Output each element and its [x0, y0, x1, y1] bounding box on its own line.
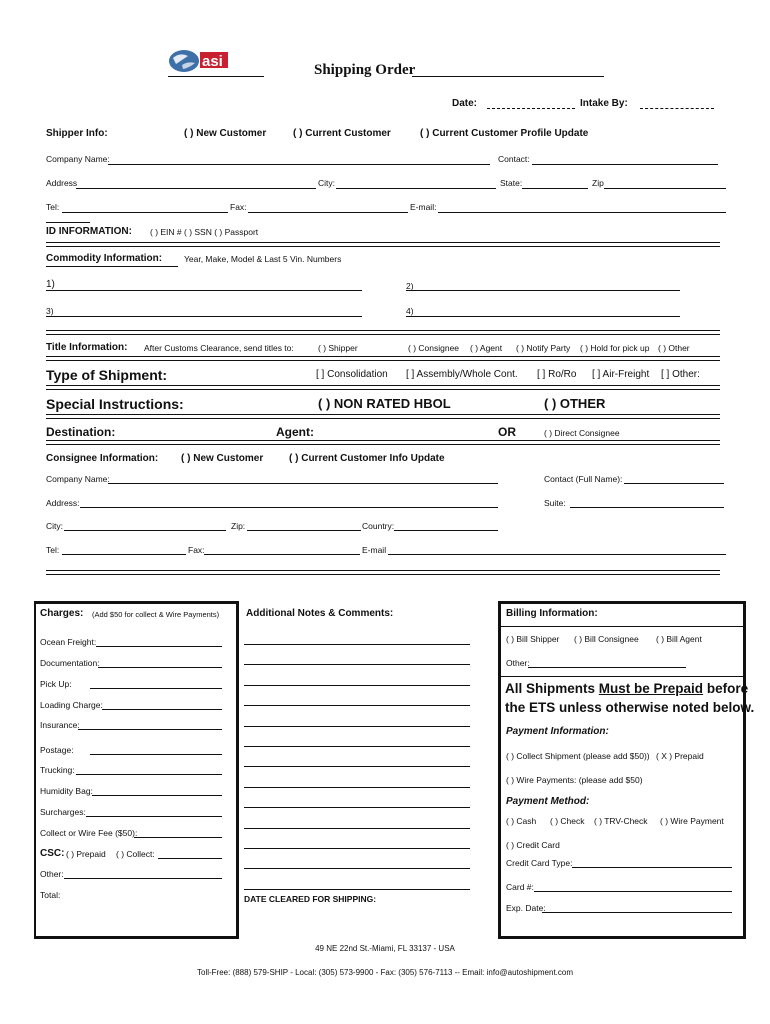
consignee-zip-field[interactable] — [247, 530, 361, 531]
vehicle-1-field[interactable] — [46, 290, 362, 291]
consignee-tel-label: Tel: — [46, 545, 60, 555]
charge-ocean-freight-field[interactable] — [96, 646, 222, 647]
vehicle-4-field[interactable] — [406, 316, 680, 317]
notes-line[interactable] — [244, 705, 470, 706]
shipper-address-field[interactable] — [76, 188, 316, 189]
assembly-option[interactable]: [ ] Assembly/Whole Cont. — [406, 369, 518, 380]
divider — [46, 330, 720, 335]
title-notify-party-option[interactable]: ( ) Notify Party — [516, 343, 571, 353]
notes-line[interactable] — [244, 889, 470, 890]
charges-label: Charges: — [40, 608, 84, 619]
charge-postage-field[interactable] — [90, 754, 222, 755]
billing-panel — [498, 601, 749, 939]
vehicle-3-label: 3) — [46, 306, 54, 316]
shipper-profile-update-option[interactable]: ( ) Current Customer Profile Update — [420, 128, 589, 139]
divider — [46, 414, 720, 419]
roro-option[interactable]: [ ] Ro/Ro — [537, 369, 577, 380]
intake-field[interactable] — [640, 108, 714, 109]
destination-label: Destination: — [46, 425, 116, 439]
credit-card-type-field[interactable] — [572, 867, 732, 868]
notes-line[interactable] — [244, 807, 470, 808]
charge-postage-label: Postage: — [40, 745, 74, 755]
divider — [46, 440, 720, 445]
charge-csc-label: CSC: — [40, 848, 65, 859]
charge-trucking-field[interactable] — [76, 774, 222, 775]
csc-collect-option[interactable]: ( ) Collect: — [116, 849, 155, 859]
prepaid-notice-line-2: the ETS unless otherwise noted below. — [505, 700, 755, 715]
title-other-option[interactable]: ( ) Other — [658, 343, 690, 353]
charge-ocean-freight-label: Ocean Freight: — [40, 637, 97, 647]
wire-payments-option[interactable]: ( ) Wire Payments: (please add $50) — [506, 775, 643, 785]
notes-line[interactable] — [244, 726, 470, 727]
divider — [46, 356, 720, 361]
charge-humidity-bag-field[interactable] — [92, 795, 222, 796]
date-field[interactable] — [487, 108, 575, 109]
or-label: OR — [498, 425, 516, 439]
charge-other-label: Other: — [40, 869, 64, 879]
billing-other-label: Other: — [506, 658, 530, 668]
shipper-email-label: E-mail: — [410, 202, 437, 212]
charge-loading-label: Loading Charge: — [40, 700, 103, 710]
title-agent-option[interactable]: ( ) Agent — [470, 343, 503, 353]
shipper-tel-field[interactable] — [62, 212, 228, 213]
shipper-fax-field[interactable] — [248, 212, 408, 213]
consignee-zip-label: Zip: — [231, 521, 246, 531]
charge-pickup-label: Pick Up: — [40, 679, 72, 689]
vehicle-3-field[interactable] — [46, 316, 362, 317]
title-info-label: Title Information: — [46, 342, 128, 353]
id-information-label: ID INFORMATION: — [46, 226, 132, 237]
notes-panel — [236, 602, 238, 932]
vehicle-2-label: 2) — [406, 281, 414, 291]
commodity-info-label: Commodity Information: — [46, 253, 163, 264]
consignee-address-label: Address: — [46, 498, 80, 508]
shipper-zip-field[interactable] — [604, 188, 726, 189]
shipper-company-label: Company Name: — [46, 154, 110, 164]
consignee-address-field[interactable] — [80, 507, 498, 508]
consignee-new-customer-option[interactable]: ( ) New Customer — [181, 453, 264, 464]
shipper-current-customer-option[interactable]: ( ) Current Customer — [293, 128, 391, 139]
shipper-fax-label: Fax: — [230, 202, 247, 212]
trv-check-option[interactable]: ( ) TRV-Check — [594, 816, 648, 826]
title-info-hint: After Customs Clearance, send titles to: — [144, 343, 294, 353]
credit-card-option[interactable]: ( ) Credit Card — [506, 840, 560, 850]
page-title: Shipping Order — [314, 62, 416, 78]
shipper-city-field[interactable] — [336, 188, 496, 189]
notes-label: Additional Notes & Comments: — [246, 608, 394, 619]
consignee-contact-label: Contact (Full Name): — [544, 474, 623, 484]
charge-documentation-label: Documentation: — [40, 658, 100, 668]
shipment-type-label: Type of Shipment: — [46, 367, 168, 383]
csc-collect-field[interactable] — [158, 858, 222, 859]
asi-logo — [168, 48, 230, 74]
exp-date-label: Exp. Date: — [506, 903, 546, 913]
id-type-options[interactable]: ( ) EIN # ( ) SSN ( ) Passport — [150, 227, 259, 237]
charges-hint: (Add $50 for collect & Wire Payments) — [92, 610, 220, 619]
consignee-contact-field[interactable] — [624, 483, 724, 484]
charge-collect-fee-label: Collect or Wire Fee ($50): — [40, 828, 138, 838]
notice-text-a: All Shipments — [505, 681, 596, 696]
notice-text-b: before — [706, 681, 749, 696]
shipper-address-label: Address — [46, 178, 78, 188]
shipper-city-label: City: — [318, 178, 335, 188]
prepaid-option[interactable]: ( X ) Prepaid — [656, 751, 704, 761]
consignee-fax-label: Fax: — [188, 545, 205, 555]
notes-line[interactable] — [244, 766, 470, 767]
shipper-tel-label: Tel: — [46, 202, 60, 212]
payment-info-label: Payment Information: — [506, 726, 609, 737]
title-shipper-option[interactable]: ( ) Shipper — [318, 343, 358, 353]
agent-label: Agent: — [276, 425, 314, 439]
consignee-country-field[interactable] — [394, 530, 498, 531]
charge-insurance-label: Insurance: — [40, 720, 80, 730]
non-rated-hbol-option[interactable]: ( ) NON RATED HBOL — [318, 396, 451, 411]
date-cleared-label: DATE CLEARED FOR SHIPPING: — [244, 894, 377, 904]
consignee-suite-label: Suite: — [544, 498, 566, 508]
charge-loading-field[interactable] — [102, 709, 222, 710]
charge-documentation-field[interactable] — [98, 667, 222, 668]
collect-shipment-option[interactable]: ( ) Collect Shipment (please add $50)) — [506, 751, 650, 761]
shipper-state-label: State: — [500, 178, 523, 188]
shipper-contact-field[interactable] — [532, 164, 718, 165]
shipper-info-label: Shipper Info: — [46, 128, 108, 139]
card-number-label: Card #: — [506, 882, 534, 892]
shipper-new-customer-option[interactable]: ( ) New Customer — [184, 128, 267, 139]
consignee-city-label: City: — [46, 521, 63, 531]
notes-line[interactable] — [244, 868, 470, 869]
consignee-company-field[interactable] — [108, 483, 498, 484]
billing-info-label: Billing Information: — [506, 608, 598, 619]
bill-agent-option[interactable]: ( ) Bill Agent — [656, 634, 702, 644]
bill-shipper-option[interactable]: ( ) Bill Shipper — [506, 634, 560, 644]
notes-line[interactable] — [244, 746, 470, 747]
check-option[interactable]: ( ) Check — [550, 816, 585, 826]
divider — [46, 385, 720, 390]
billing-other-field[interactable] — [528, 667, 686, 668]
consignee-info-label: Consignee Information: — [46, 453, 159, 464]
consignee-suite-field[interactable] — [570, 507, 724, 508]
prepaid-notice-line-1 — [505, 681, 748, 696]
shipper-contact-label: Contact: — [498, 154, 530, 164]
charge-surcharges-field[interactable] — [86, 816, 222, 817]
notes-line[interactable] — [244, 685, 470, 686]
consignee-update-option[interactable]: ( ) Current Customer Info Update — [289, 453, 445, 464]
shipper-email-field[interactable] — [438, 212, 726, 213]
consignee-email-field[interactable] — [388, 554, 726, 555]
charge-surcharges-label: Surcharges: — [40, 807, 86, 817]
charge-total-label: Total: — [40, 890, 61, 900]
notes-line[interactable] — [244, 664, 470, 665]
vehicle-1-label: 1) — [46, 279, 55, 290]
shipper-zip-label: Zip — [592, 178, 604, 188]
consignee-fax-field[interactable] — [204, 554, 360, 555]
direct-consignee-option[interactable]: ( ) Direct Consignee — [544, 428, 620, 438]
wire-payment-option[interactable]: ( ) Wire Payment — [660, 816, 724, 826]
consignee-tel-field[interactable] — [62, 554, 186, 555]
notes-line[interactable] — [244, 644, 470, 645]
cash-option[interactable]: ( ) Cash — [506, 816, 537, 826]
logo-wordmark: asi — [202, 53, 223, 70]
payment-method-label: Payment Method: — [506, 796, 590, 807]
notes-line[interactable] — [244, 848, 470, 849]
csc-prepaid-option[interactable]: ( ) Prepaid — [66, 849, 106, 859]
charge-collect-fee-field[interactable] — [134, 837, 222, 838]
charge-humidity-bag-label: Humidity Bag: — [40, 786, 93, 796]
shipper-state-field[interactable] — [522, 188, 588, 189]
divider — [46, 242, 720, 247]
consignee-city-field[interactable] — [64, 530, 226, 531]
notes-line[interactable] — [244, 828, 470, 829]
special-other-option[interactable]: ( ) OTHER — [544, 396, 606, 411]
footer-contact: Toll-Free: (888) 579-SHIP - Local: (305) 573-9900 - Fax: (305) 576-7113 -- Email: info@autoshipment.com — [197, 968, 573, 977]
intake-label: Intake By: — [580, 98, 628, 109]
airfreight-option[interactable]: [ ] Air-Freight — [592, 369, 650, 380]
consignee-country-label: Country: — [362, 521, 395, 531]
date-label: Date: — [452, 98, 478, 109]
notes-line[interactable] — [244, 787, 470, 788]
shipper-company-field[interactable] — [108, 164, 490, 165]
commodity-hint: Year, Make, Model & Last 5 Vin. Numbers — [184, 254, 342, 264]
charge-other-field[interactable] — [64, 878, 222, 879]
consignee-email-label: E-mail — [362, 545, 387, 555]
consolidation-option[interactable]: [ ] Consolidation — [316, 369, 388, 380]
footer-address: 49 NE 22nd St.-Miami, FL 33137 - USA — [315, 944, 455, 953]
title-hold-option[interactable]: ( ) Hold for pick up — [580, 343, 650, 353]
exp-date-field[interactable] — [542, 912, 732, 913]
vehicle-4-label: 4) — [406, 306, 414, 316]
special-instructions-label: Special Instructions: — [46, 396, 184, 412]
charge-trucking-label: Trucking: — [40, 765, 75, 775]
bill-consignee-option[interactable]: ( ) Bill Consignee — [574, 634, 639, 644]
notice-text-must: Must be Prepaid — [598, 681, 704, 696]
card-number-field[interactable] — [534, 891, 732, 892]
title-consignee-option[interactable]: ( ) Consignee — [408, 343, 460, 353]
charge-insurance-field[interactable] — [78, 729, 222, 730]
charge-pickup-field[interactable] — [90, 688, 222, 689]
credit-card-type-label: Credit Card Type: — [506, 858, 573, 868]
shipment-other-option[interactable]: [ ] Other: — [661, 369, 700, 380]
vehicle-2-field[interactable] — [406, 290, 680, 291]
divider — [46, 570, 720, 575]
consignee-company-label: Company Name: — [46, 474, 110, 484]
